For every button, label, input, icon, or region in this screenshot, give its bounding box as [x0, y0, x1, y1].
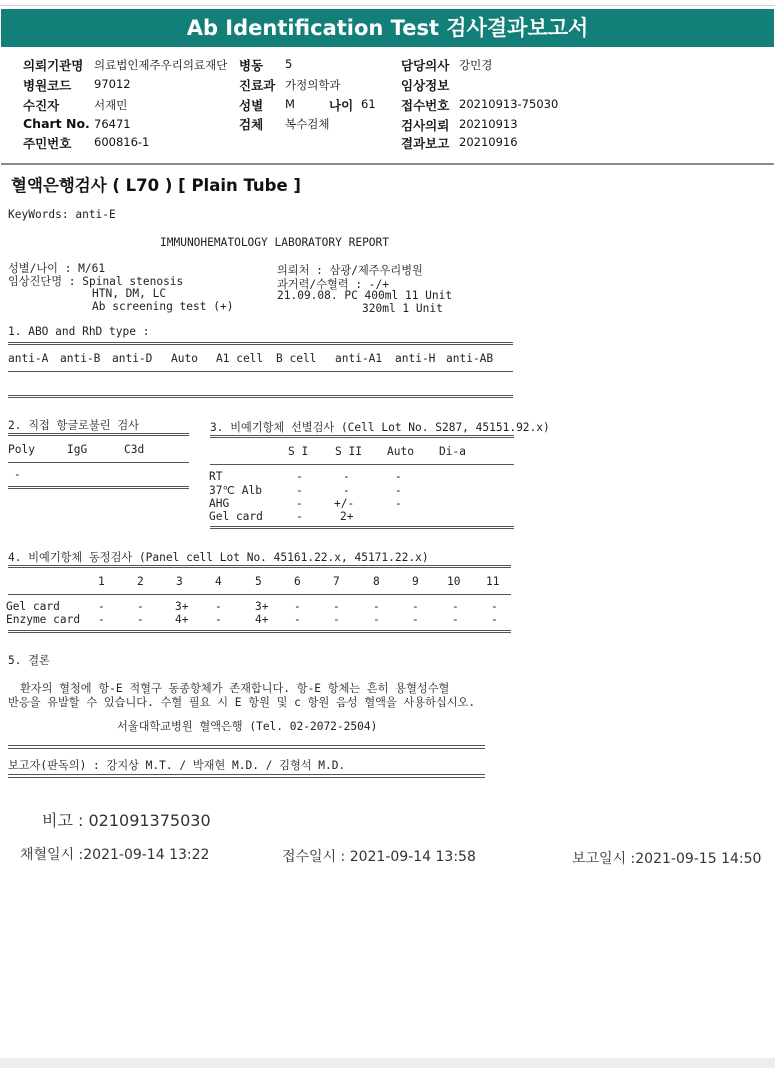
ward-value: 5 — [285, 57, 293, 71]
panel-value: - — [452, 613, 459, 626]
panel-header: 6 — [294, 575, 301, 588]
divider — [210, 464, 514, 465]
panel-value: 4+ — [175, 613, 189, 626]
conclusion-line1: 환자의 혈청에 항-E 적혈구 동종항체가 존재합니다. 항-E 항체는 흔히 용혈성수혈 — [20, 682, 450, 695]
panel-value: - — [333, 613, 340, 626]
doctor-label: 담당의사 — [401, 58, 450, 73]
dept-value: 가정의학과 — [285, 78, 341, 92]
panel-value: - — [452, 600, 459, 613]
dept-label: 진료과 — [239, 78, 276, 93]
screen-value: - — [296, 484, 303, 497]
divider — [8, 745, 485, 746]
divider — [210, 435, 514, 438]
report-datetime: 보고일시 :2021-09-15 14:50 — [572, 851, 762, 867]
dat-header-igg: IgG — [67, 443, 88, 456]
patient-label: 수진자 — [23, 98, 60, 113]
screen-header-s1: S I — [288, 445, 309, 458]
divider — [8, 395, 513, 398]
reporter: 보고자(판독의) : 강지상 M.T. / 박재현 M.D. / 김형석 M.D. — [8, 759, 346, 772]
conclusion-title: 5. 결론 — [8, 654, 50, 667]
panel-header: 11 — [486, 575, 500, 588]
diagnosis-line3: Ab screening test (+) — [92, 300, 234, 313]
abo-header-a1-cell: A1 cell — [216, 352, 264, 365]
screen-value: - — [395, 470, 402, 483]
section-title: 혈액은행검사 ( L70 ) [ Plain Tube ] — [11, 176, 301, 195]
screen-value: - — [296, 470, 303, 483]
rrn-label: 주민번호 — [23, 136, 72, 151]
ward-label: 병동 — [239, 58, 264, 73]
conclusion-line2: 반응을 유발할 수 있습니다. 수혈 필요 시 E 항원 및 c 항원 음성 혈액을 사용하십시오. — [8, 696, 476, 709]
abo-header-anti-d: anti-D — [112, 352, 153, 365]
divider — [8, 371, 513, 372]
panel-value: 4+ — [255, 613, 269, 626]
panel-header: 8 — [373, 575, 380, 588]
diagnosis-line1: 임상진단명 : Spinal stenosis — [8, 275, 184, 288]
screen-value: - — [343, 470, 350, 483]
panel-header: 9 — [412, 575, 419, 588]
divider — [8, 748, 485, 749]
panel-header: 4 — [215, 575, 222, 588]
screen-value: 2+ — [340, 510, 354, 523]
panel-header: 3 — [176, 575, 183, 588]
abo-header-auto: Auto — [171, 352, 198, 365]
screen-phase-gel-card: Gel card — [209, 510, 263, 523]
request-value: 20210913 — [459, 117, 518, 131]
panel-value: - — [412, 600, 419, 613]
dat-title: 2. 직접 항글로불린 검사 — [8, 419, 139, 432]
request-label: 검사의뢰 — [401, 118, 450, 133]
screen-value: - — [296, 497, 303, 510]
divider — [8, 774, 485, 775]
transfusion-line2: 320ml 1 Unit — [362, 302, 443, 315]
dat-value-poly: - — [14, 468, 21, 481]
diagnosis-line2: HTN, DM, LC — [92, 287, 167, 300]
age-value: 61 — [361, 97, 376, 111]
panel-value: 3+ — [175, 600, 189, 613]
panel-title: 4. 비예기항체 동정검사 (Panel cell Lot No. 45161.22.x, 45171.22.x) — [8, 551, 429, 564]
report-date-value: 20210916 — [459, 135, 518, 149]
institution-value: 의료법인제주우리의료재단 — [94, 58, 228, 72]
divider — [8, 342, 513, 345]
divider — [8, 565, 511, 568]
abo-title: 1. ABO and RhD type : — [8, 325, 150, 338]
panel-value: - — [294, 600, 301, 613]
hospital-code-value: 97012 — [94, 77, 131, 91]
specimen-label: 검체 — [239, 117, 264, 132]
abo-header-anti-b: anti-B — [60, 352, 101, 365]
divider — [8, 433, 189, 436]
panel-header: 2 — [137, 575, 144, 588]
transfusion-line1: 21.09.08. PC 400ml 11 Unit — [277, 289, 453, 302]
abo-header-anti-a1: anti-A1 — [335, 352, 383, 365]
dat-header-c3d: C3d — [124, 443, 145, 456]
screen-value: - — [343, 484, 350, 497]
screen-header-auto: Auto — [387, 445, 414, 458]
divider — [8, 594, 511, 595]
panel-value: - — [137, 613, 144, 626]
chart-label: Chart No. — [23, 116, 90, 131]
dat-header-poly: Poly — [8, 443, 35, 456]
patient-value: 서재민 — [94, 98, 128, 112]
panel-value: - — [98, 613, 105, 626]
rrn-value: 600816-1 — [94, 135, 150, 149]
sex-age: 성별/나이 : M/61 — [8, 262, 106, 275]
screen-value: +/- — [334, 497, 355, 510]
divider — [8, 462, 189, 463]
collection-datetime: 채혈일시 :2021-09-14 13:22 — [20, 847, 210, 863]
panel-value: - — [491, 613, 498, 626]
divider — [210, 526, 514, 529]
receipt-value: 20210913-75030 — [459, 97, 559, 111]
screen-value: - — [296, 510, 303, 523]
divider — [8, 486, 189, 489]
panel-value: - — [491, 600, 498, 613]
panel-header: 1 — [98, 575, 105, 588]
divider — [8, 777, 485, 778]
panel-value: - — [215, 613, 222, 626]
screen-header-s2: S II — [335, 445, 362, 458]
institution-label: 의뢰기관명 — [23, 58, 84, 73]
screen-phase-ahg: AHG — [209, 497, 230, 510]
panel-value: - — [294, 613, 301, 626]
clinical-info-label: 임상정보 — [401, 78, 450, 93]
screen-title: 3. 비예기항체 선별검사 (Cell Lot No. S287, 45151.92.x) — [210, 421, 550, 434]
screen-value: - — [395, 497, 402, 510]
report-date-label: 결과보고 — [401, 136, 450, 151]
blood-bank-info: 서울대학교병원 혈액은행 (Tel. 02-2072-2504) — [117, 720, 378, 733]
note: 비고 : 021091375030 — [42, 811, 211, 830]
report-title: Ab Identification Test 검사결과보고서 — [1, 9, 774, 47]
requester: 의뢰처 : 삼광/제주우리병원 — [277, 264, 423, 277]
panel-header: 7 — [333, 575, 340, 588]
panel-header: 10 — [447, 575, 461, 588]
abo-header-anti-a: anti-A — [8, 352, 49, 365]
panel-value: - — [98, 600, 105, 613]
keywords: KeyWords: anti-E — [8, 208, 116, 221]
history: 과거력/수혈력 : -/+ — [277, 278, 389, 291]
panel-method-gel: Gel card — [6, 600, 60, 613]
bottom-bar — [0, 1058, 775, 1068]
panel-header: 5 — [255, 575, 262, 588]
age-label: 나이 — [329, 98, 354, 113]
panel-value: - — [373, 613, 380, 626]
abo-header-anti-ab: anti-AB — [446, 352, 494, 365]
panel-value: - — [333, 600, 340, 613]
screen-phase-37c-alb: 37℃ Alb — [209, 484, 262, 497]
doctor-value: 강민경 — [459, 58, 493, 72]
chart-value: 76471 — [94, 117, 131, 131]
screen-header-dia: Di-a — [439, 445, 466, 458]
reception-datetime: 접수일시 : 2021-09-14 13:58 — [282, 849, 476, 865]
specimen-value: 복수검체 — [285, 117, 330, 131]
abo-header-anti-h: anti-H — [395, 352, 436, 365]
hospital-code-label: 병원코드 — [23, 78, 72, 93]
panel-value: - — [373, 600, 380, 613]
sex-value: M — [285, 97, 295, 111]
screen-value: - — [395, 484, 402, 497]
panel-value: 3+ — [255, 600, 269, 613]
sex-label: 성별 — [239, 98, 264, 113]
lab-title: IMMUNOHEMATOLOGY LABORATORY REPORT — [160, 236, 390, 249]
panel-value: - — [412, 613, 419, 626]
divider — [8, 630, 511, 633]
panel-value: - — [215, 600, 222, 613]
panel-method-enzyme: Enzyme card — [6, 613, 81, 626]
panel-value: - — [137, 600, 144, 613]
abo-header-b-cell: B cell — [276, 352, 317, 365]
receipt-label: 접수번호 — [401, 98, 450, 113]
screen-phase-rt: RT — [209, 470, 223, 483]
